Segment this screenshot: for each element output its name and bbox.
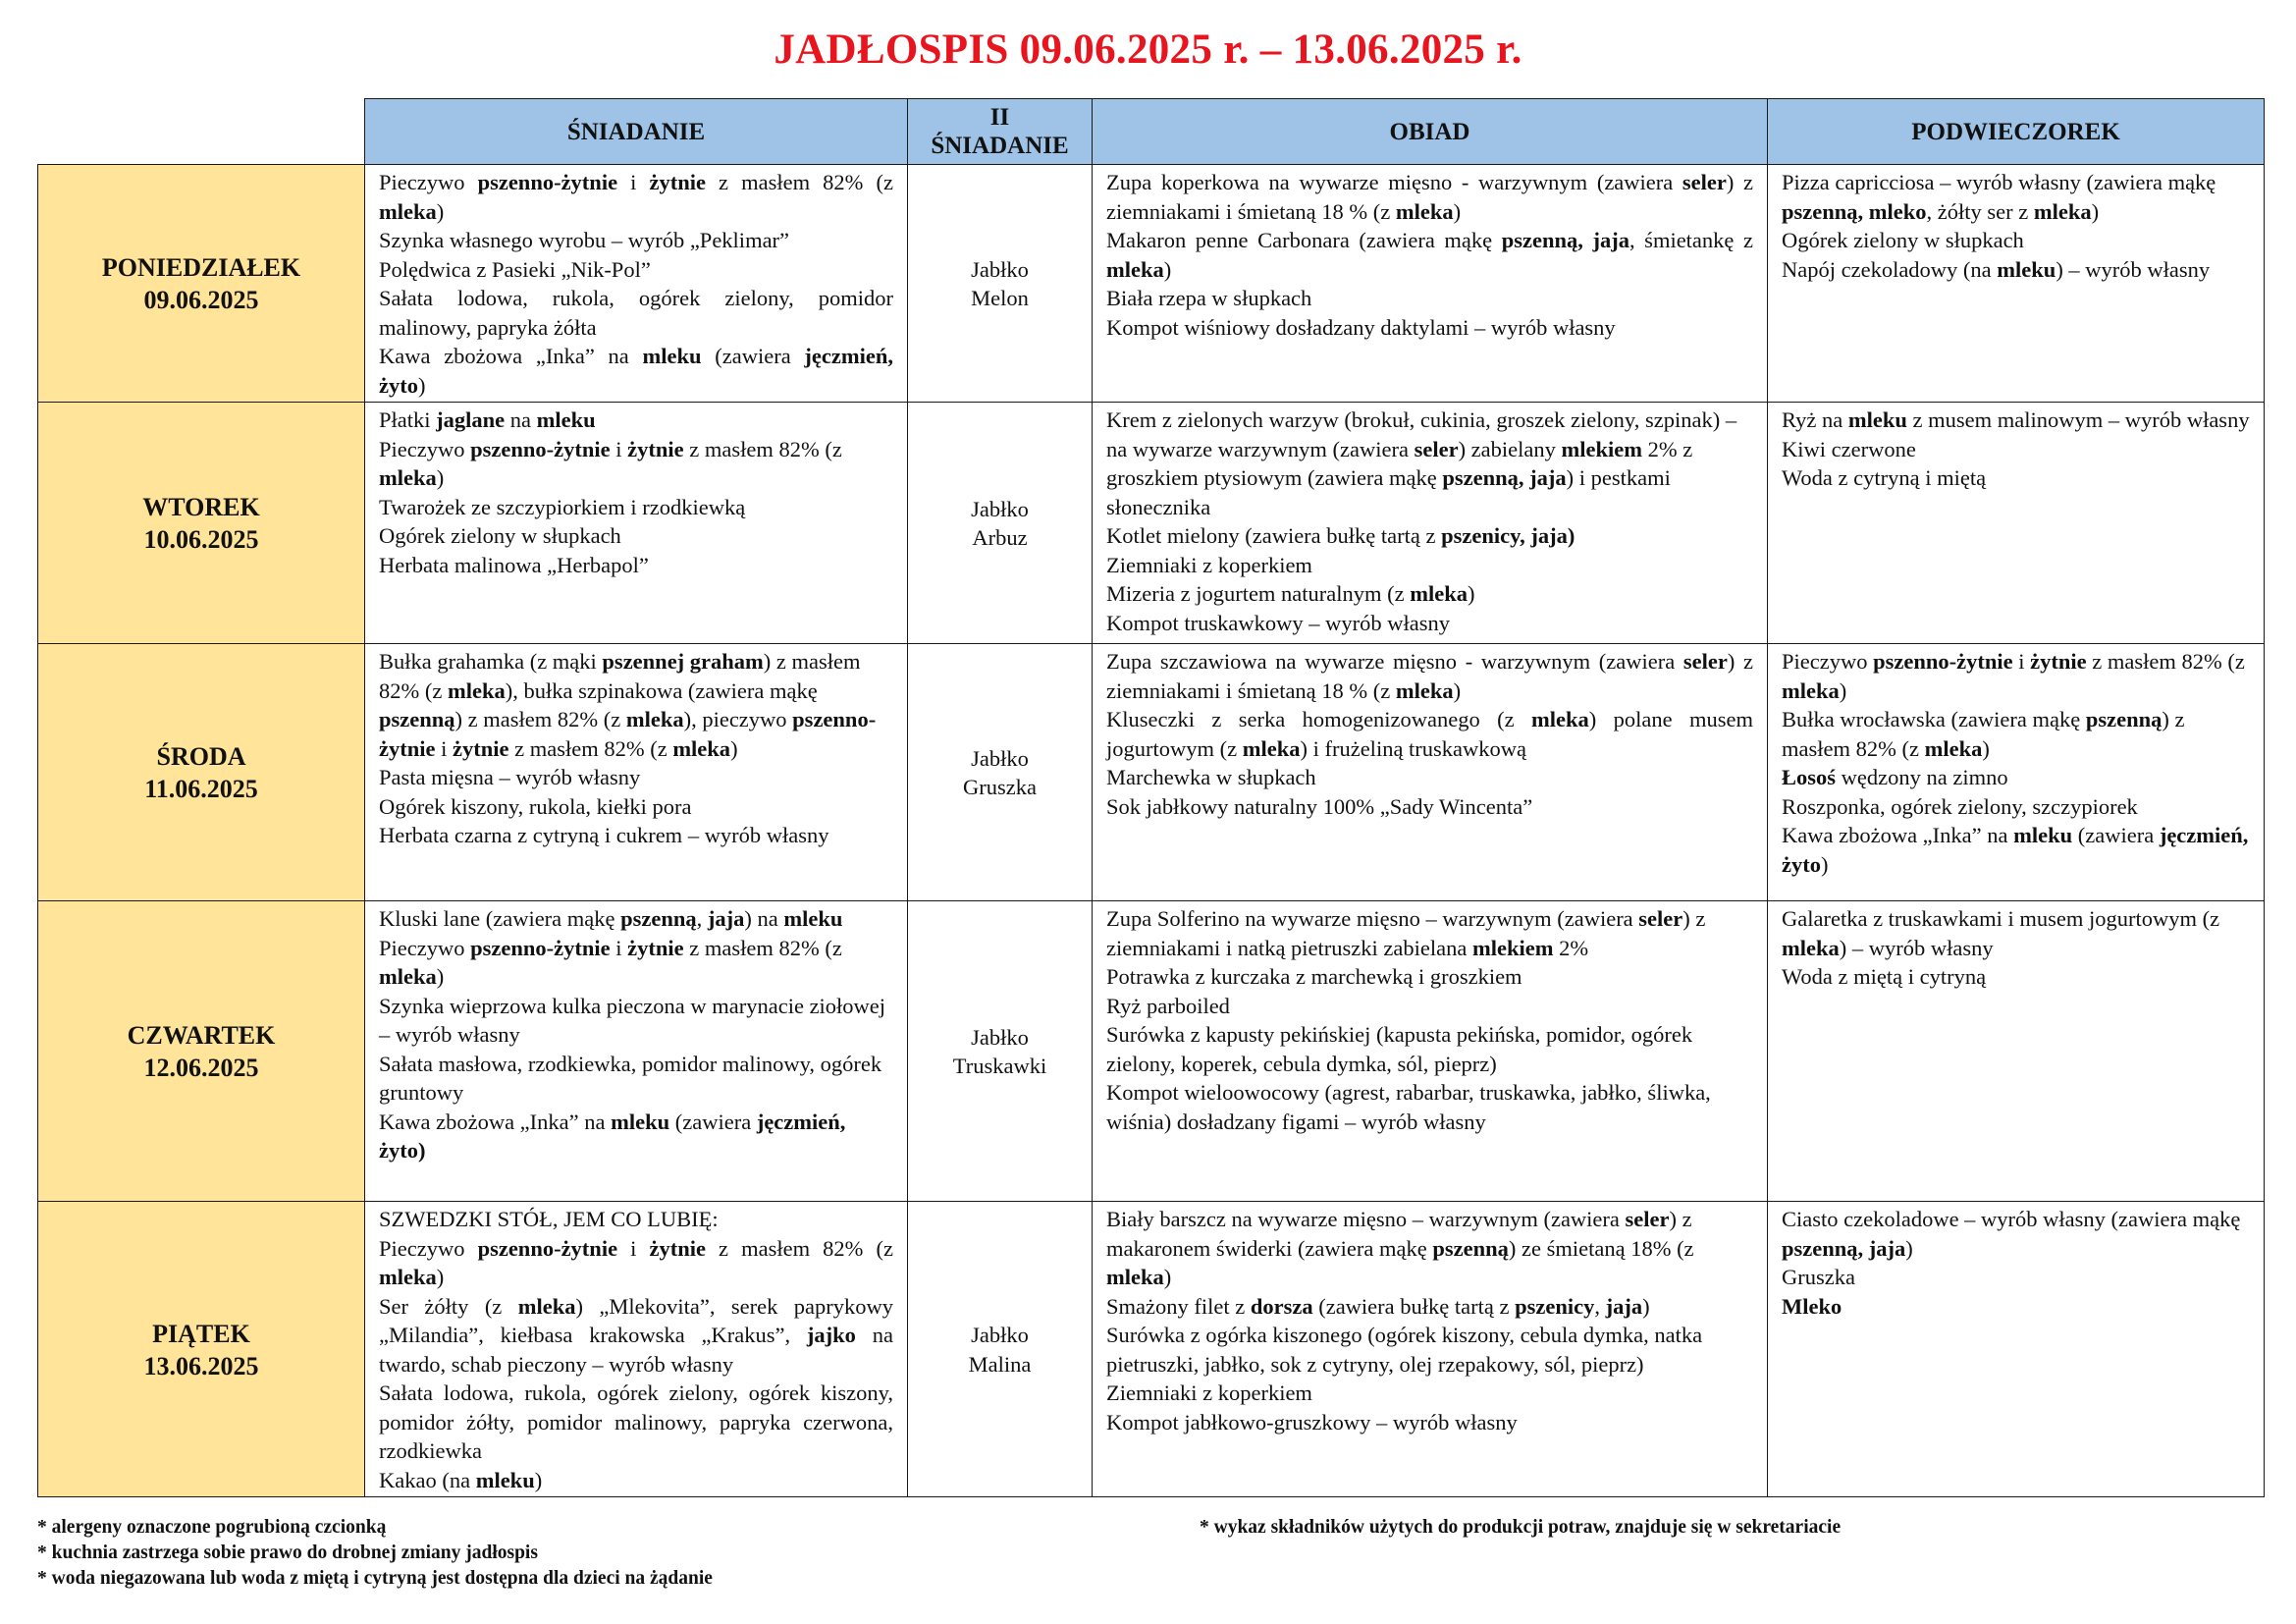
menu-item: Kiwi czerwone [1782,436,1916,461]
menu-item: Herbata malinowa „Herbapol” [379,552,649,577]
menu-item: Surówka z ogórka kiszonego (ogórek kiszony, cebula dymka, natka pietruszki, jabłko, sok z cytryny, olej rzepakowy, sól, pieprz) [1106,1323,1703,1377]
footnote: * alergeny oznaczone pogrubioną czcionką [37,1517,387,1538]
footnote: * wykaz składników użytych do produkcji potraw, znajduje się w sekretariacie [1200,1517,1842,1538]
menu-item: Ryż na mleku z musem malinowym – wyrób własny [1782,407,2250,432]
breakfast-cell [365,901,908,1202]
fruit-item: Jabłko [971,1024,1029,1050]
header-second-breakfast [908,99,1093,165]
day-date: 10.06.2025 [143,525,259,554]
day-date: 12.06.2025 [143,1054,259,1082]
menu-item: Kompot wiśniowy dosładzany daktylami – wyrób własny [1106,314,1616,340]
lunch-cell [1093,1202,1768,1497]
second-breakfast-cell [908,403,1093,644]
day-name: ŚRODA [156,742,246,771]
footnote: * woda niegazowana lub woda z miętą i cytryną jest dostępna dla dzieci na żądanie [37,1568,713,1589]
day-cell [38,403,365,644]
menu-item: Krem z zielonych warzyw (brokuł, cukinia, groszek zielony, szpinak) – na wywarze warzywnym (zawiera seler) zabielany mlekiem 2% z groszkiem ptysiowym (zawiera mąkę pszenną, jaja) i pestkami słonecznika [1106,407,1737,519]
menu-item: Szynka własnego wyrobu – wyrób „Peklimar” [379,228,790,252]
menu-item: Pieczywo pszenno-żytnie i żytnie z masłem 82% (z mleka) [379,170,893,224]
menu-item: Bułka grahamka (z mąki pszennej graham) z masłem 82% (z mleka), bułka szpinakowa (zawiera mąkę pszenną) z masłem 82% (z mleka), pieczywo pszenno-żytnie i żytnie z masłem 82% (z mleka) [379,649,877,761]
menu-item: Ziemniaki z koperkiem [1106,1380,1312,1405]
menu-item: Kluski lane (zawiera mąkę pszenną, jaja) na mleku [379,906,843,931]
second-breakfast-cell [908,901,1093,1202]
menu-item: Biała rzepa w słupkach [1106,286,1312,310]
fruit-item: Truskawki [952,1054,1047,1078]
fruit-item: Arbuz [972,525,1028,550]
day-row [38,644,2265,901]
fruit-item: Gruszka [963,775,1037,799]
menu-item: Kompot truskawkowy – wyrób własny [1106,610,1450,635]
snack-cell [1768,165,2265,403]
day-row [38,1202,2265,1497]
day-cell [38,165,365,403]
header-breakfast: ŚNIADANIE [365,99,908,165]
day-row [38,403,2265,644]
menu-item: Kotlet mielony (zawiera bułkę tartą z pszenicy, jaja) [1106,523,1575,548]
lunch-cell [1093,644,1768,901]
lunch-cell [1093,403,1768,644]
day-cell [38,644,365,901]
lunch-cell [1093,901,1768,1202]
second-breakfast-cell [908,1202,1093,1497]
footnotes-right [1200,1515,1841,1541]
menu-item: Sałata lodowa, rukola, ogórek zielony, ogórek kiszony, pomidor żółty, pomidor malinowy, papryka czerwona, rzodkiewka [379,1380,893,1463]
fruit-item: Melon [971,286,1029,310]
menu-item: Pieczywo pszenno-żytnie i żytnie z masłem 82% (z mleka) [1782,649,2245,703]
header-snack: PODWIECZOREK [1768,99,2265,165]
menu-item: Mleko [1782,1293,1842,1319]
second-breakfast-cell [908,644,1093,901]
day-cell [38,1202,365,1497]
menu-item: Ogórek zielony w słupkach [379,523,621,548]
breakfast-cell [365,1202,908,1497]
menu-item: Sałata masłowa, rzodkiewka, pomidor malinowy, ogórek gruntowy [379,1051,882,1105]
menu-item: Bułka wrocławska (zawiera mąkę pszenną) z masłem 82% (z mleka) [1782,707,2185,761]
menu-item: Zupa Solferino na wywarze mięsno – warzywnym (zawiera seler) z ziemniakami i natką pietruszki zabielana mlekiem 2% [1106,906,1706,960]
snack-cell [1768,901,2265,1202]
day-cell [38,901,365,1202]
day-name: PIĄTEK [152,1319,250,1348]
menu-item: Kawa zbożowa „Inka” na mleku (zawiera jęczmień, żyto) [379,344,893,398]
menu-item: Kompot jabłkowo-gruszkowy – wyrób własny [1106,1409,1518,1435]
snack-cell [1768,403,2265,644]
header-row [38,99,2265,165]
fruit-item: Jabłko [971,496,1029,521]
menu-item: Smażony filet z dorsza (zawiera bułkę tartą z pszenicy, jaja) [1106,1293,1650,1319]
menu-item: Potrawka z kurczaka z marchewką i groszkiem [1106,964,1522,989]
second-breakfast-cell [908,165,1093,403]
day-name: PONIEDZIAŁEK [101,253,301,282]
menu-item: Surówka z kapusty pekińskiej (kapusta pekińska, pomidor, ogórek zielony, koperek, cebula dymka, sól, pieprz) [1106,1022,1693,1076]
breakfast-cell [365,644,908,901]
menu-item: Pasta mięsna – wyrób własny [379,765,641,789]
menu-item: Woda z cytryną i miętą [1782,465,1987,490]
menu-item: Kawa zbożowa „Inka” na mleku (zawiera jęczmień, żyto) [1782,823,2249,877]
day-row [38,901,2265,1202]
menu-item: Ogórek kiszony, rukola, kiełki pora [379,793,692,819]
menu-item: Napój czekoladowy (na mleku) – wyrób własny [1782,256,2211,282]
day-date: 11.06.2025 [144,775,258,803]
header-lunch: OBIAD [1093,99,1768,165]
menu-item: Pieczywo pszenno-żytnie i żytnie z masłem 82% (z mleka) [379,436,842,490]
header-corner [38,99,365,165]
menu-table [37,98,2265,1497]
menu-item: Ciasto czekoladowe – wyrób własny (zawiera mąkę pszenną, jaja) [1782,1207,2241,1261]
menu-item: SZWEDZKI STÓŁ, JEM CO LUBIĘ: [379,1207,719,1231]
menu-item: Ryż parboiled [1106,993,1230,1018]
menu-item: Sok jabłkowy naturalny 100% „Sady Wincenta” [1106,793,1533,819]
menu-body [38,165,2265,1497]
lunch-cell [1093,165,1768,403]
menu-item: Gruszka [1782,1265,1855,1289]
menu-item: Marchewka w słupkach [1106,765,1316,789]
menu-item: Mizeria z jogurtem naturalnym (z mleka) [1106,581,1475,606]
menu-item: Galaretka z truskawkami i musem jogurtowym (z mleka) – wyrób własny [1782,906,2220,960]
day-row [38,165,2265,403]
snack-cell [1768,644,2265,901]
day-date: 13.06.2025 [143,1351,259,1380]
menu-item: Makaron penne Carbonara (zawiera mąkę pszenną, jaja, śmietankę z mleka) [1106,228,1753,282]
header-second-breakfast-line-2: ŚNIADANIE [931,133,1069,159]
menu-item: Woda z miętą i cytryną [1782,964,1987,989]
menu-item: Roszponka, ogórek zielony, szczypiorek [1782,793,2138,819]
day-name: CZWARTEK [127,1021,276,1050]
page-title: JADŁOSPIS 09.06.2025 r. – 13.06.2025 r. [774,27,1522,73]
menu-item: Ogórek zielony w słupkach [1782,228,2024,252]
menu-item: Kakao (na mleku) [379,1467,543,1492]
menu-item: Pieczywo pszenno-żytnie i żytnie z masłem 82% (z mleka) [379,935,842,989]
fruit-item: Malina [968,1351,1032,1377]
menu-item: Polędwica z Pasieki „Nik-Pol” [379,256,651,282]
snack-cell [1768,1202,2265,1497]
footnotes-left [37,1515,713,1592]
header-second-breakfast-line-1: II [989,104,1010,131]
day-name: WTOREK [142,493,260,521]
menu-item: Ziemniaki z koperkiem [1106,552,1312,577]
breakfast-cell [365,165,908,403]
menu-item: Twarożek ze szczypiorkiem i rzodkiewką [379,494,746,519]
day-date: 09.06.2025 [143,286,259,314]
menu-item: Szynka wieprzowa kulka pieczona w marynacie ziołowej – wyrób własny [379,993,886,1047]
menu-item: Kluseczki z serka homogenizowanego (z mleka) polane musem jogurtowym (z mleka) i frużeliną truskawkową [1106,707,1753,761]
menu-item: Biały barszcz na wywarze mięsno – warzywnym (zawiera seler) z makaronem świderki (zawiera mąkę pszenną) ze śmietaną 18% (z mleka) [1106,1207,1694,1289]
menu-item: Pizza capricciosa – wyrób własny (zawiera mąkę pszenną, mleko, żółty ser z mleka) [1782,170,2216,224]
menu-item: Zupa koperkowa na wywarze mięsno - warzywnym (zawiera seler) z ziemniakami i śmietaną 18 % (z mleka) [1106,170,1753,224]
menu-item: Ser żółty (z mleka) „Mlekovita”, serek paprykowy „Milandia”, kiełbasa krakowska „Krakus”, jajko na twardo, schab pieczony – wyrób własny [379,1293,893,1377]
fruit-item: Jabłko [971,745,1029,771]
fruit-item: Jabłko [971,1323,1029,1347]
menu-item: Herbata czarna z cytryną i cukrem – wyrób własny [379,823,829,847]
footnote: * kuchnia zastrzega sobie prawo do drobnej zmiany jadłospis [37,1543,538,1563]
menu-item: Kawa zbożowa „Inka” na mleku (zawiera jęczmień, żyto) [379,1109,846,1163]
fruit-item: Jabłko [971,256,1029,282]
breakfast-cell [365,403,908,644]
menu-item: Zupa szczawiowa na wywarze mięsno - warzywnym (zawiera seler) z ziemniakami i śmietaną 18 % (z mleka) [1106,649,1753,703]
menu-item: Pieczywo pszenno-żytnie i żytnie z masłem 82% (z mleka) [379,1235,893,1289]
menu-item: Sałata lodowa, rukola, ogórek zielony, pomidor malinowy, papryka żółta [379,286,893,340]
menu-item: Płatki jaglane na mleku [379,407,596,432]
menu-item: Łosoś wędzony na zimno [1782,765,2008,789]
menu-item: Kompot wieloowocowy (agrest, rabarbar, truskawka, jabłko, śliwka, wiśnia) dosładzany figami – wyrób własny [1106,1080,1711,1134]
